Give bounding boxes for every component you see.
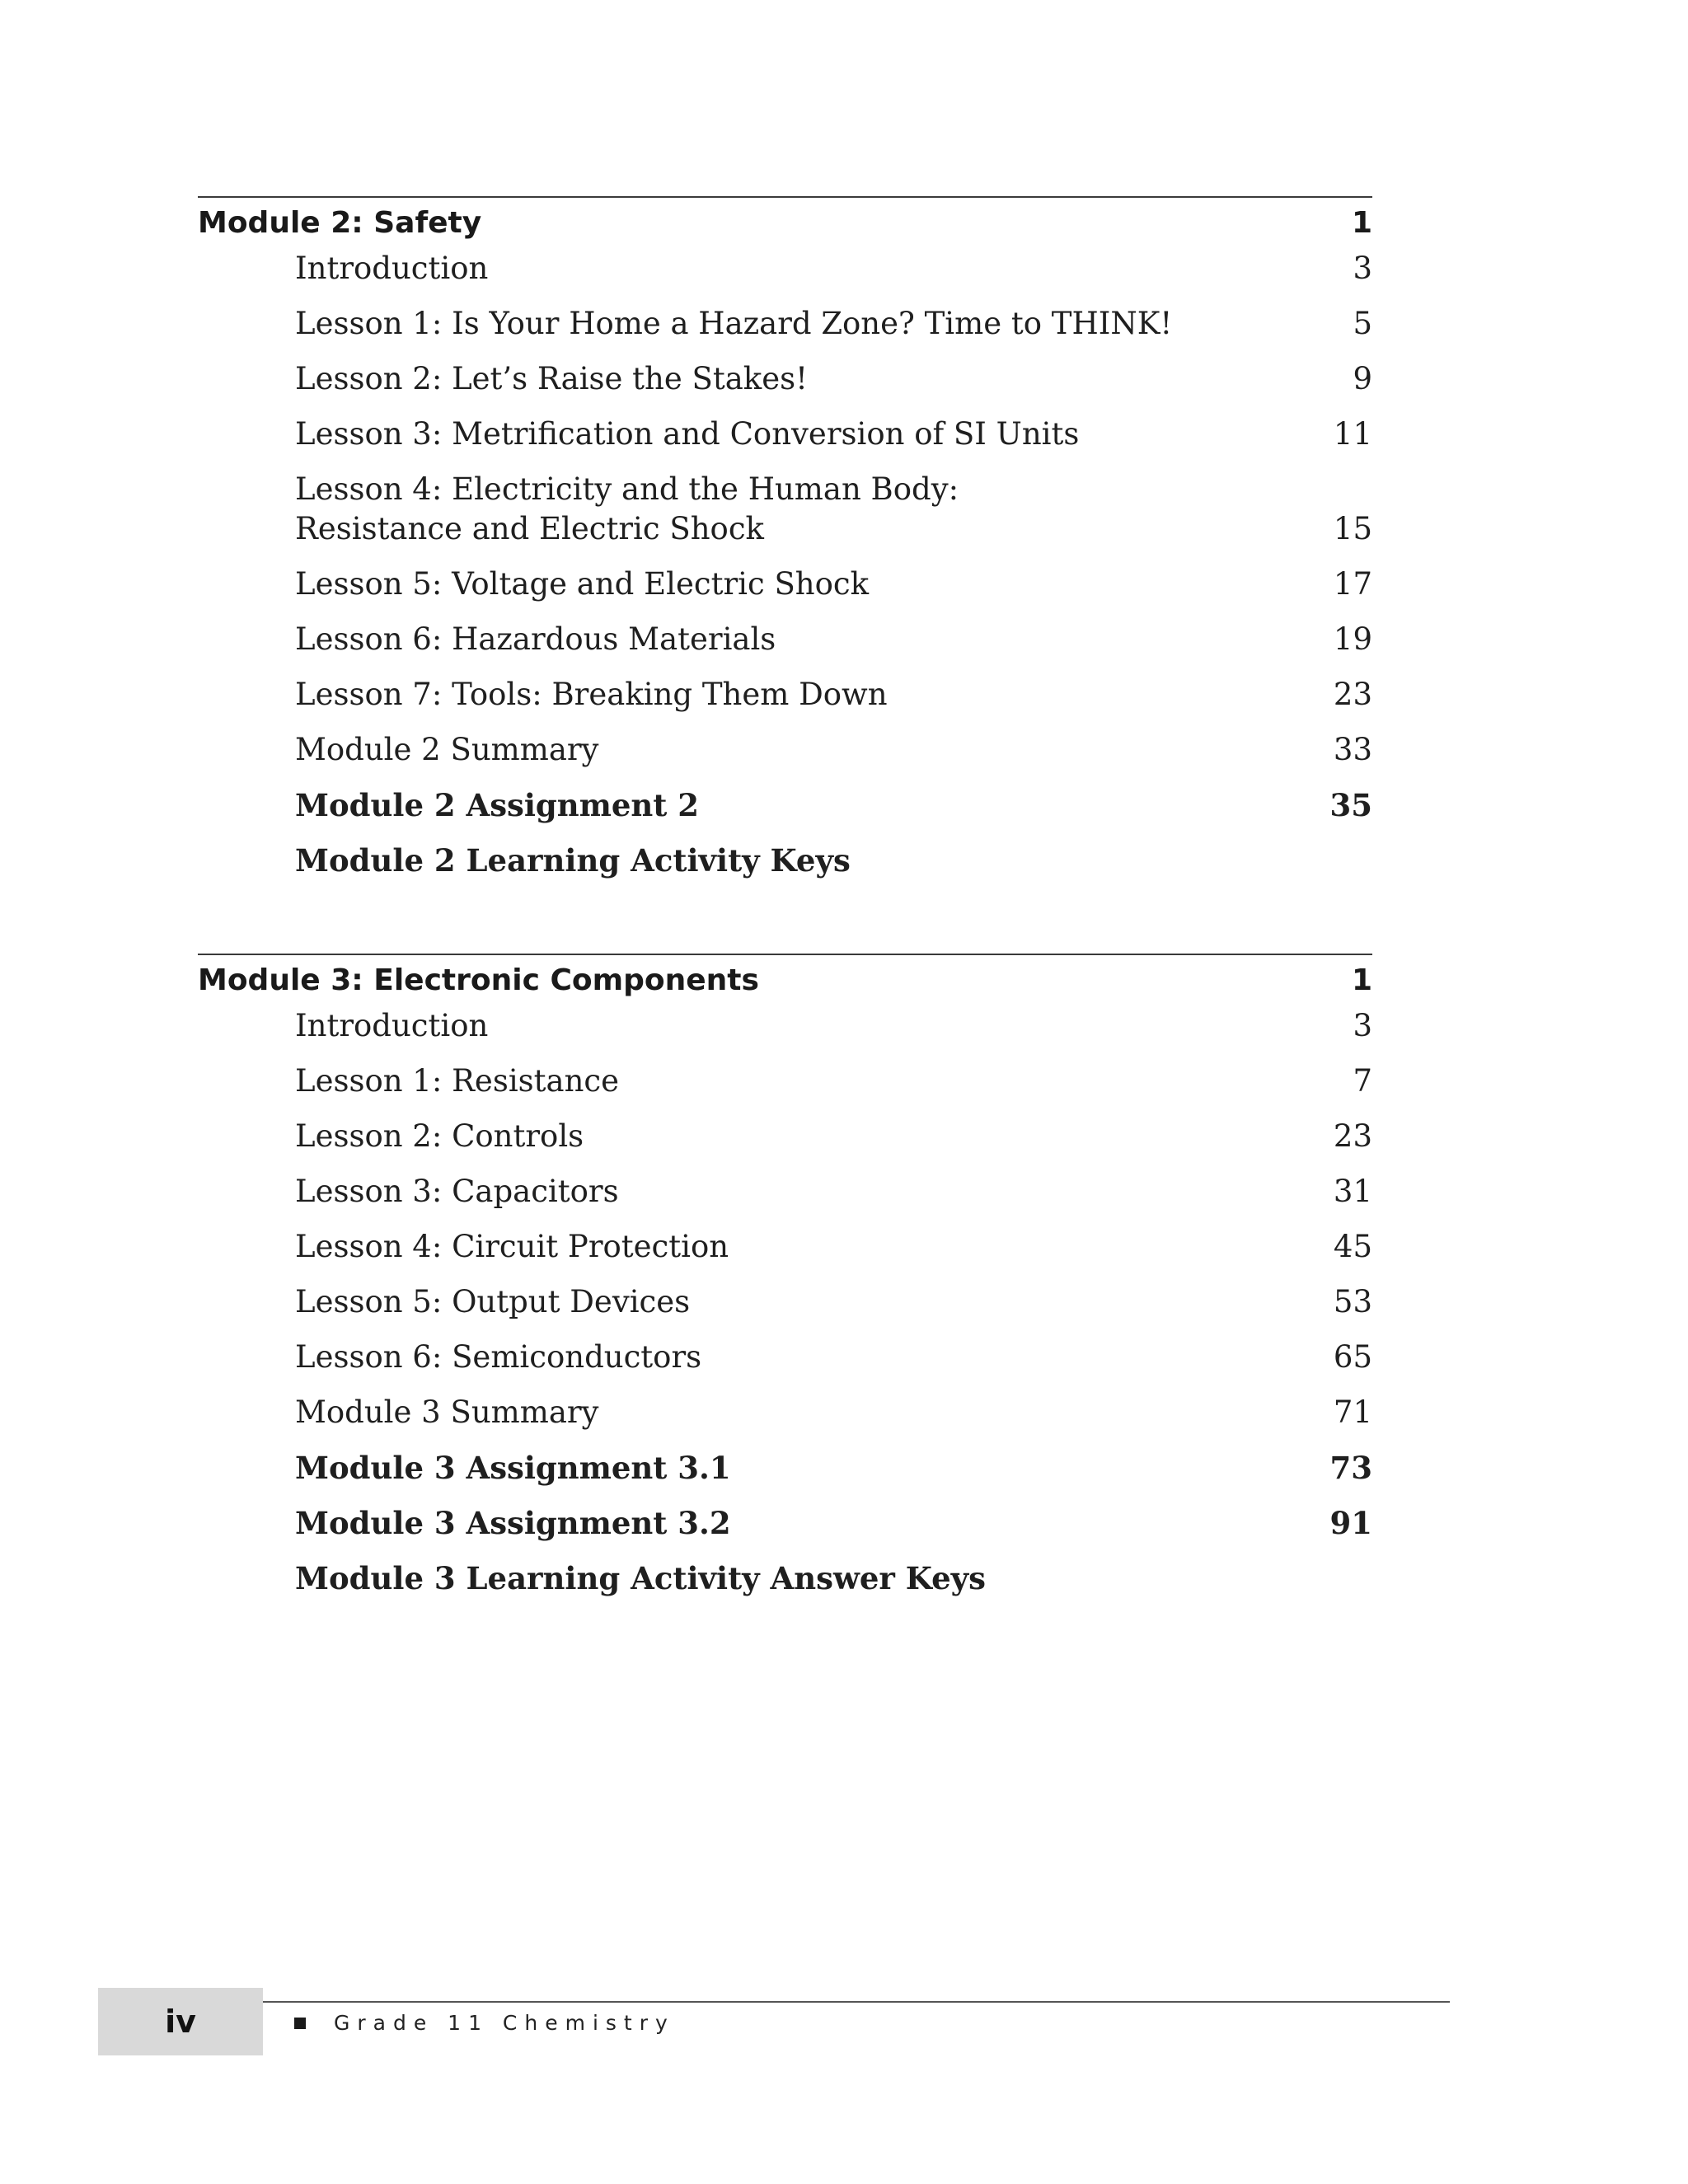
toc-entry: [198, 1558, 1372, 1598]
module-page-number: 1: [1351, 963, 1372, 997]
toc-entry-title: [295, 1282, 690, 1322]
toc-entry-title: [295, 1227, 729, 1267]
toc-entry: [198, 730, 1372, 770]
toc-entry: [198, 470, 1372, 549]
toc-entry-title-line: Lesson 2: Let’s Raise the Stakes!: [295, 361, 808, 396]
toc-entry-title: [295, 1172, 619, 1212]
footer-divider: [263, 2001, 1450, 2003]
toc-entry-page-number: 3: [1353, 251, 1372, 286]
toc-entry-title-line: Lesson 6: Hazardous Materials: [295, 621, 776, 657]
toc-entry: [198, 304, 1372, 344]
toc-entry-page-number: 73: [1329, 1450, 1372, 1486]
toc-entry-title: [295, 249, 488, 288]
toc-entry-title-line: Module 3 Assignment 3.1: [295, 1450, 731, 1486]
toc-entry: [198, 415, 1372, 454]
toc-entry-page-number: 53: [1333, 1284, 1372, 1319]
toc-entry-page-number: 33: [1333, 732, 1372, 767]
toc-entry: [198, 1172, 1372, 1212]
toc-entry-title-line: Module 3 Summary: [295, 1394, 599, 1430]
toc-entry-title: [295, 565, 869, 604]
toc-entry: [198, 675, 1372, 715]
module-title: Module 3: Electronic Components: [198, 963, 759, 997]
toc-entry-title: [295, 359, 808, 399]
book-title: Grade 11 Chemistry: [334, 2011, 675, 2035]
toc-entry-title-line: Introduction: [295, 1008, 489, 1043]
toc-entry-page-number: 31: [1333, 1174, 1372, 1209]
toc-entry-title: [295, 841, 851, 880]
module-entry-list: [198, 1006, 1372, 1598]
module-entry-list: [198, 249, 1372, 880]
toc-entry-title: [295, 1006, 488, 1046]
toc-entry: [198, 359, 1372, 399]
toc-entry-title: [295, 1503, 731, 1543]
toc-entry-title-line: Lesson 4: Electricity and the Human Body:: [295, 471, 959, 507]
toc-entry-title-line: Lesson 2: Controls: [295, 1118, 584, 1154]
toc-entry-title: [295, 1558, 986, 1598]
toc-entry-page-number: 11: [1333, 416, 1372, 452]
toc-entry-title: [295, 730, 598, 770]
toc-entry-page-number: 35: [1329, 787, 1372, 823]
page-number-tab: [98, 1988, 263, 2055]
module-heading: [198, 198, 1372, 249]
toc-entry-title: [295, 1393, 598, 1432]
toc-entry: [198, 785, 1372, 825]
toc-entry-page-number: 19: [1333, 621, 1372, 657]
toc-entry-title: [295, 1117, 584, 1156]
toc-entry-page-number: 9: [1353, 361, 1372, 396]
toc-entry-title-line: Module 3 Assignment 3.2: [295, 1505, 731, 1541]
toc-entry-title-line: Lesson 1: Resistance: [295, 1063, 620, 1099]
toc-entry-page-number: 23: [1333, 677, 1372, 712]
module-page-number: 1: [1351, 206, 1372, 240]
toc-entry: [198, 841, 1372, 880]
toc-entry-page-number: 23: [1333, 1118, 1372, 1154]
toc-entry-page-number: 3: [1353, 1008, 1372, 1043]
toc-entry-title-line: Module 2 Learning Activity Keys: [295, 842, 851, 879]
toc-entry-title: [295, 1448, 731, 1488]
toc-entry-title: [295, 1338, 701, 1377]
toc-entry-title: [295, 304, 1172, 344]
toc-entry-page-number: 71: [1333, 1394, 1372, 1430]
toc-entry-title: [295, 1062, 619, 1101]
toc-entry-page-number: 7: [1353, 1063, 1372, 1099]
toc-entry-title: [295, 470, 959, 549]
toc-entry-title: [295, 620, 776, 659]
toc-entry: [198, 1227, 1372, 1267]
toc-entry-title-line: Lesson 3: Metrification and Conversion of SI Units: [295, 416, 1080, 452]
module-2-section: [198, 196, 1372, 896]
toc-entry: [198, 1117, 1372, 1156]
toc-entry-title-line: Lesson 7: Tools: Breaking Them Down: [295, 677, 888, 712]
toc-entry: [198, 565, 1372, 604]
module-heading: [198, 955, 1372, 1006]
module-title: Module 2: Safety: [198, 206, 482, 240]
toc-entry: [198, 1448, 1372, 1488]
toc-entry: [198, 1503, 1372, 1543]
toc-entry-title-line: Resistance and Electric Shock: [295, 511, 764, 546]
toc-entry-page-number: 17: [1333, 566, 1372, 602]
toc-entry-title-line: Lesson 3: Capacitors: [295, 1174, 619, 1209]
toc-entry-title-line: Lesson 6: Semiconductors: [295, 1339, 702, 1375]
toc-entry-title-line: Introduction: [295, 251, 489, 286]
toc-entry-title: [295, 785, 699, 825]
toc-entry-title: [295, 675, 888, 715]
toc-entry: [198, 1393, 1372, 1432]
toc-entry-page-number: 45: [1333, 1229, 1372, 1264]
footer-running-title: [294, 2011, 675, 2035]
toc-entry-title-line: Lesson 4: Circuit Protection: [295, 1229, 729, 1264]
toc-entry-title-line: Lesson 5: Voltage and Electric Shock: [295, 566, 870, 602]
toc-entry: [198, 249, 1372, 288]
toc-entry-page-number: 15: [1333, 511, 1372, 546]
page-number-label: iv: [165, 2004, 196, 2040]
square-bullet-icon: [294, 2018, 306, 2029]
toc-entry-page-number: 5: [1353, 306, 1372, 341]
toc-entry: [198, 1282, 1372, 1322]
toc-entry-title-line: Lesson 5: Output Devices: [295, 1284, 691, 1319]
toc-entry-title: [295, 415, 1079, 454]
toc-entry-title-line: Lesson 1: Is Your Home a Hazard Zone? Time to THINK!: [295, 306, 1173, 341]
toc-entry-title-line: Module 2 Assignment 2: [295, 787, 700, 823]
toc-entry: [198, 1062, 1372, 1101]
toc-entry: [198, 1338, 1372, 1377]
toc-entry: [198, 620, 1372, 659]
toc-entry-page-number: 91: [1329, 1505, 1372, 1541]
toc-entry-title-line: Module 2 Summary: [295, 732, 599, 767]
toc-entry-title-line: Module 3 Learning Activity Answer Keys: [295, 1560, 986, 1596]
module-3-section: [198, 954, 1372, 1614]
toc-entry-page-number: 65: [1333, 1339, 1372, 1375]
toc-entry: [198, 1006, 1372, 1046]
